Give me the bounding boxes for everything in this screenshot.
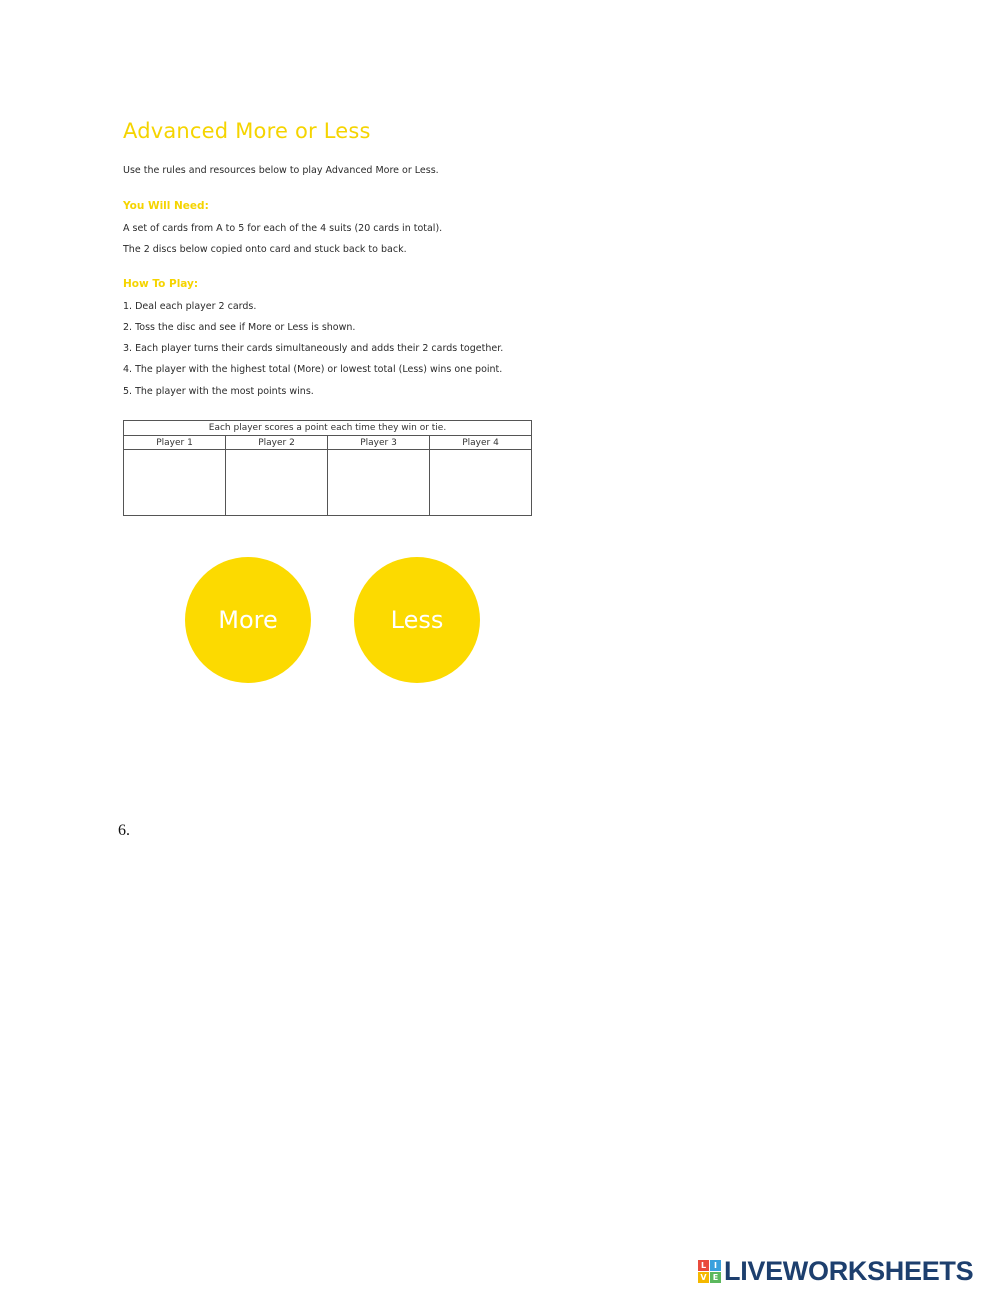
logo-block: E bbox=[710, 1272, 721, 1283]
score-table-caption: Each player scores a point each time they win or tie. bbox=[124, 421, 532, 436]
need-heading: You Will Need: bbox=[123, 200, 209, 212]
more-disc-label: More bbox=[218, 606, 278, 634]
score-table-header: Player 2 bbox=[226, 436, 328, 450]
howto-heading: How To Play: bbox=[123, 278, 199, 290]
worksheet-title: Advanced More or Less bbox=[123, 119, 371, 143]
score-table-header: Player 1 bbox=[124, 436, 226, 450]
score-table-header: Player 4 bbox=[430, 436, 532, 450]
score-cell bbox=[328, 450, 430, 516]
logo-block: V bbox=[698, 1272, 709, 1283]
logo-blocks-icon bbox=[698, 1260, 721, 1283]
liveworksheets-logo bbox=[698, 1256, 973, 1287]
logo-block: L bbox=[698, 1260, 709, 1271]
score-cell bbox=[430, 450, 532, 516]
score-cell bbox=[124, 450, 226, 516]
howto-step: 3. Each player turns their cards simultaneously and adds their 2 cards together. bbox=[123, 343, 504, 354]
need-item: A set of cards from A to 5 for each of the 4 suits (20 cards in total). bbox=[123, 223, 443, 234]
howto-step: 4. The player with the highest total (More) or lowest total (Less) wins one point. bbox=[123, 364, 503, 375]
score-cell bbox=[226, 450, 328, 516]
less-disc-label: Less bbox=[390, 606, 444, 634]
need-item: The 2 discs below copied onto card and stuck back to back. bbox=[123, 244, 407, 255]
question-number: 6. bbox=[118, 822, 130, 839]
howto-step: 2. Toss the disc and see if More or Less is shown. bbox=[123, 322, 356, 333]
logo-text: LIVEWORKSHEETS bbox=[724, 1256, 974, 1286]
howto-step: 5. The player with the most points wins. bbox=[123, 386, 314, 397]
more-disc bbox=[185, 557, 311, 683]
score-table bbox=[123, 420, 532, 516]
intro-text: Use the rules and resources below to play Advanced More or Less. bbox=[123, 165, 439, 176]
score-table-header: Player 3 bbox=[328, 436, 430, 450]
logo-block: I bbox=[710, 1260, 721, 1271]
less-disc bbox=[354, 557, 480, 683]
howto-step: 1. Deal each player 2 cards. bbox=[123, 301, 257, 312]
